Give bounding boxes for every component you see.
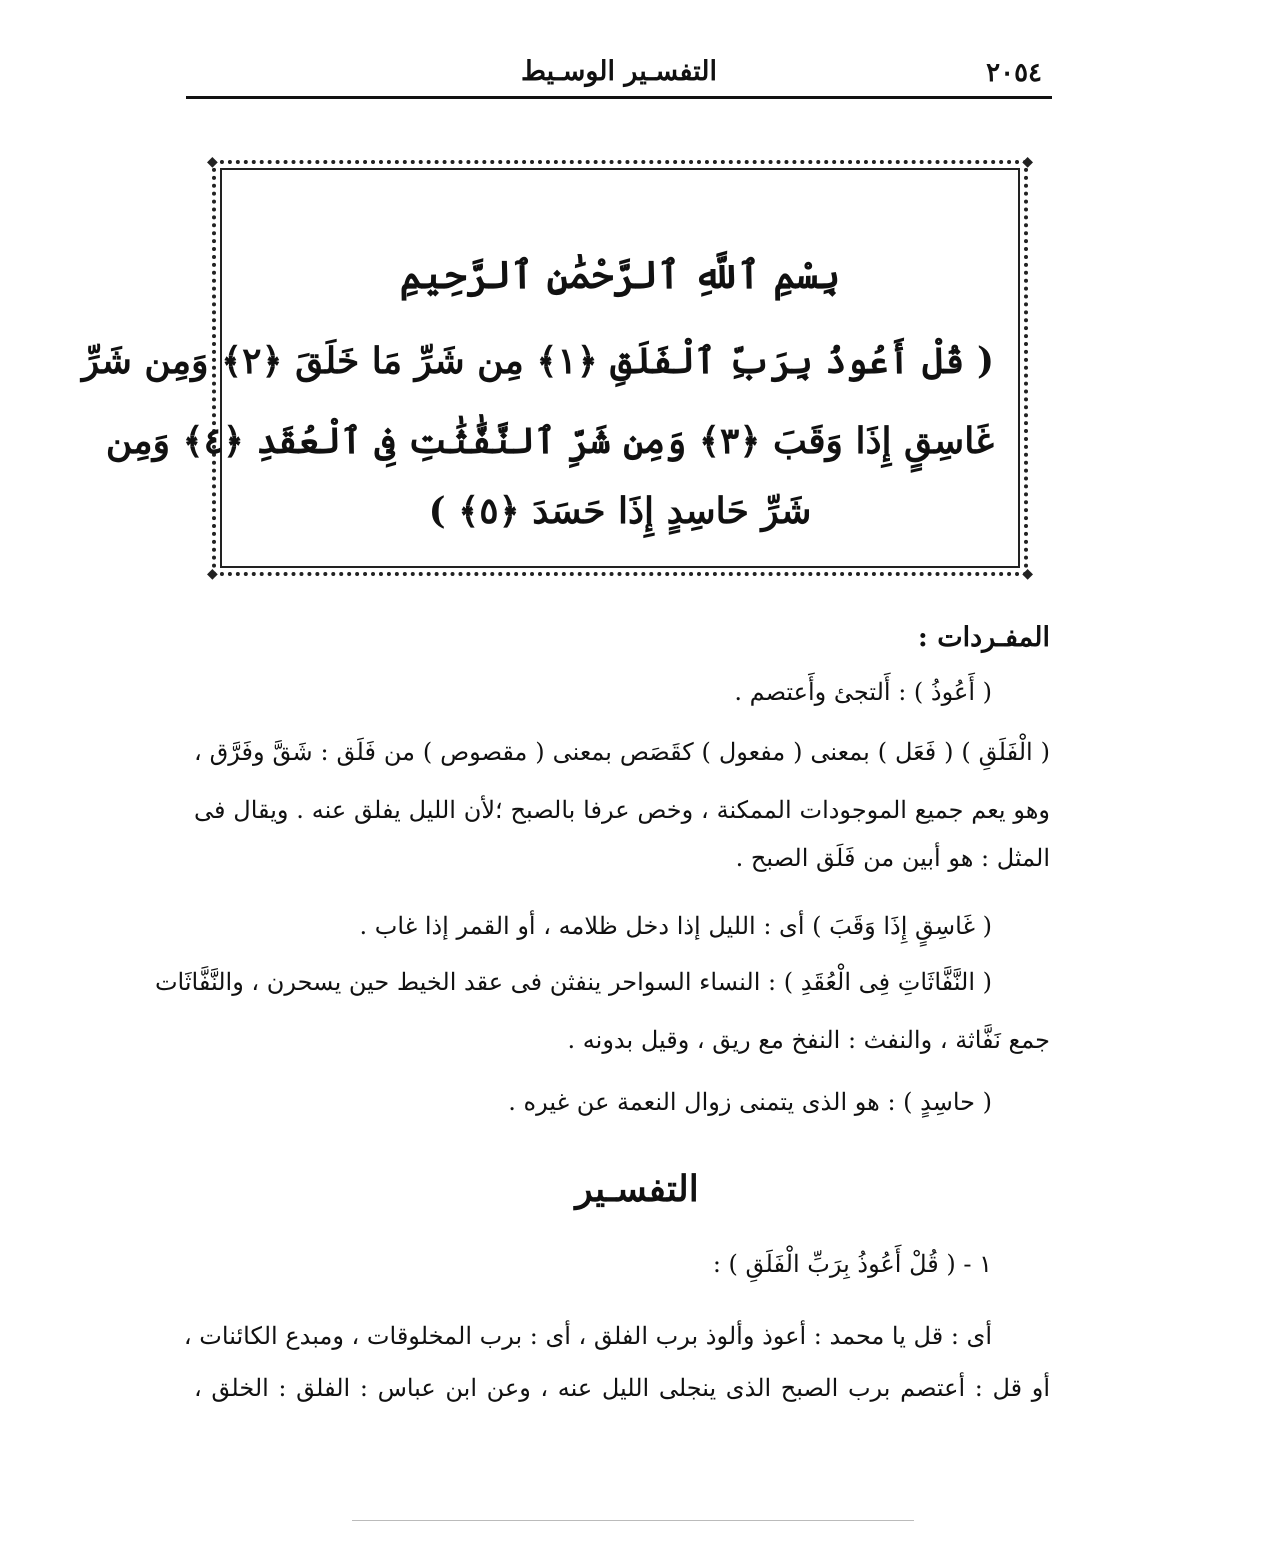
vocabulary-heading: المفـردات :	[917, 622, 1050, 653]
basmala: بِسْمِ ٱللَّهِ ٱلرَّحْمَٰنِ ٱلرَّحِيمِ	[399, 252, 841, 297]
tafsir-text-line: أو قل : أعتصم برب الصبح الذى ينجلى الليل عنه ، وعن ابن عباس : الفلق : الخلق ،	[194, 1374, 1050, 1402]
vocabulary-text-line: وهو يعم جميع الموجودات الممكنة ، وخص عرفا بالصبح ؛لأن الليل يفلق عنه . ويقال فى	[194, 796, 1050, 824]
vocabulary-entry: ( حاسِدٍ ) : هو الذى يتمنى زوال النعمة عن غيره .	[508, 1088, 992, 1116]
verse-line: ( قُلْ أَعُوذُ بِرَبِّ ٱلْفَلَقِ ﴿١﴾ مِن شَرِّ مَا خَلَقَ ﴿٢﴾ وَمِن شَرِّ	[81, 340, 994, 382]
vocabulary-entry: ( الْفَلَقِ ) ( فَعَل ) بمعنى ( مفعول ) كقَصَص بمعنى ( مقصوص ) من فَلَق : شَقَّ وفَرَّق ،	[194, 738, 1050, 766]
vocabulary-text-line: المثل : هو أبين من فَلَق الصبح .	[735, 844, 1050, 872]
vocabulary-entry: ( أَعُوذُ ) : أَلتجئ وأَعتصم .	[734, 678, 992, 706]
verse-line: غَاسِقٍ إِذَا وَقَبَ ﴿٣﴾ وَمِن شَرِّ ٱلنَّفَّٰثَٰتِ فِى ٱلْعُقَدِ ﴿٤﴾ وَمِن	[105, 420, 994, 462]
diamond-ornament-icon: ◆	[1022, 154, 1033, 170]
tafsir-text-line: أى : قل يا محمد : أعوذ وألوذ برب الفلق ، أى : برب المخلوقات ، ومبدع الكائنات ،	[183, 1322, 992, 1350]
vocabulary-entry: ( النَّفَّاثَاتِ فِى الْعُقَدِ ) : النساء السواحر ينفثن فى عقد الخيط حين يسحرن ، والنَّفَّاثَات	[154, 968, 992, 996]
ornamental-verse-frame	[81, 154, 1033, 582]
diamond-ornament-icon: ◆	[207, 154, 218, 170]
book-title: التفسـير الوسـيط	[521, 56, 717, 87]
vocabulary-text-line: جمع نَفَّاثة ، والنفث : النفخ مع ريق ، وقيل بدونه .	[567, 1026, 1050, 1054]
vocabulary-entry: ( غَاسِقٍ إِذَا وَقَبَ ) أى : الليل إذا دخل ظلامه ، أو القمر إذا غاب .	[359, 912, 992, 940]
header-rule	[186, 96, 1052, 99]
verse-line: شَرِّ حَاسِدٍ إِذَا حَسَدَ ﴿٥﴾ )	[428, 490, 812, 532]
tafsir-heading: التفسـير	[575, 1168, 699, 1210]
diamond-ornament-icon: ◆	[1022, 566, 1033, 582]
verse-item-heading: ١ - ( قُلْ أَعُوذُ بِرَبِّ الْفَلَقِ ) :	[712, 1250, 992, 1278]
running-head	[188, 52, 1050, 96]
page-number: ٢٠٥٤	[986, 58, 1042, 88]
bottom-rule	[352, 1520, 914, 1521]
diamond-ornament-icon: ◆	[207, 566, 218, 582]
